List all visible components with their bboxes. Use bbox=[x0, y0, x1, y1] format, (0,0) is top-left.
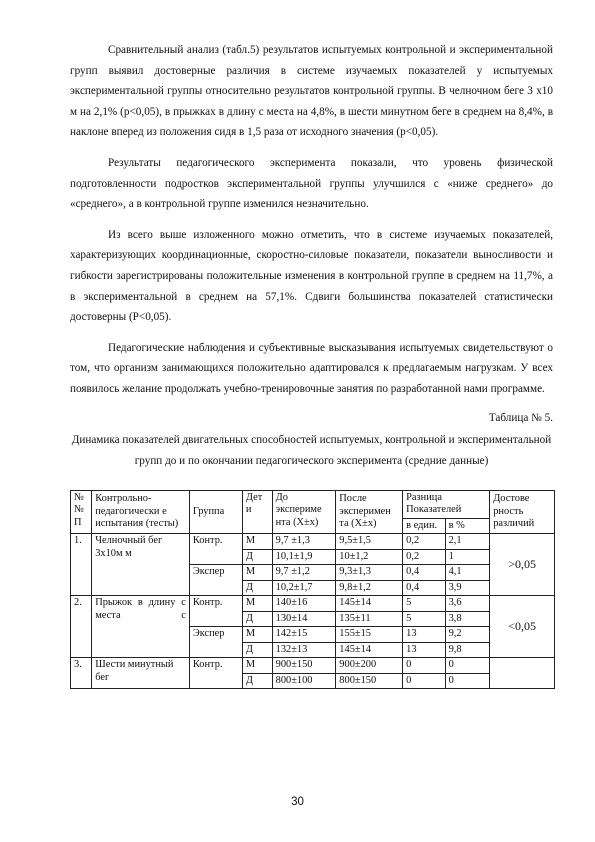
page-number: 30 bbox=[291, 796, 304, 808]
cell-pct: 4,1 bbox=[445, 565, 490, 581]
cell-after: 9,5±1,5 bbox=[336, 534, 403, 550]
header-before: До экспериме нта (Х±х) bbox=[272, 490, 336, 534]
cell-sex: Д bbox=[242, 549, 272, 565]
paragraph-4: Педагогические наблюдения и субъективные высказывания испытуемых свидетельствуют о том, что организм занимающихся положительно адаптировался к предлагаемым нагрузкам. У всех появилось желание продолжать учебно-тренировочные занятия по разработанной нами программе. bbox=[70, 341, 553, 395]
cell-sex: М bbox=[242, 658, 272, 674]
cell-before: 9,7 ±1,3 bbox=[272, 534, 336, 550]
header-after: После эксперимен та (Х±х) bbox=[336, 490, 403, 534]
cell-before: 9,7 ±1,2 bbox=[272, 565, 336, 581]
header-significance: Достове рность различий bbox=[490, 490, 555, 534]
table-title: Динамика показателей двигательных способностей испытуемых, контрольной и экспериментальной групп до и по окончании педагогического эксперимента (средние данные) bbox=[71, 433, 552, 467]
table-header-row bbox=[71, 490, 555, 518]
cell-pct: 9,8 bbox=[445, 642, 490, 658]
table-row bbox=[71, 596, 555, 612]
document-page bbox=[70, 40, 553, 689]
cell-abs: 0 bbox=[403, 658, 445, 674]
cell-sex: Д bbox=[242, 611, 272, 627]
cell-abs: 5 bbox=[403, 611, 445, 627]
cell-abs: 0,2 bbox=[403, 534, 445, 550]
cell-num: 3. bbox=[71, 658, 92, 689]
cell-pct: 3,8 bbox=[445, 611, 490, 627]
cell-sex: М bbox=[242, 596, 272, 612]
header-sex: Дет и bbox=[242, 490, 272, 534]
cell-test: Челночный бег 3х10м м bbox=[92, 534, 190, 596]
cell-num: 1. bbox=[71, 534, 92, 596]
cell-group: Контр. bbox=[189, 658, 242, 689]
cell-abs: 13 bbox=[403, 642, 445, 658]
header-diff-pct: в % bbox=[445, 518, 490, 534]
cell-after: 9,3±1,3 bbox=[336, 565, 403, 581]
table-row bbox=[71, 534, 555, 550]
cell-pct: 2,1 bbox=[445, 534, 490, 550]
cell-num: 2. bbox=[71, 596, 92, 658]
cell-before: 900±150 bbox=[272, 658, 336, 674]
results-table bbox=[70, 490, 555, 690]
cell-sex: Д bbox=[242, 673, 272, 689]
header-group: Группа bbox=[189, 490, 242, 534]
cell-pct: 9,2 bbox=[445, 627, 490, 643]
header-test: Контрольно-педагогически е испытания (тесты) bbox=[92, 490, 190, 534]
cell-before: 10,1±1,9 bbox=[272, 549, 336, 565]
cell-after: 10±1,2 bbox=[336, 549, 403, 565]
cell-abs: 0,4 bbox=[403, 580, 445, 596]
cell-after: 145±14 bbox=[336, 642, 403, 658]
paragraph-2: Результаты педагогического эксперимента показали, что уровень физической подготовленности подростков экспериментальной группы улучшился с «ниже среднего» до «среднего», а в контрольной группе изменился незначительно. bbox=[70, 156, 553, 211]
cell-sex: М bbox=[242, 565, 272, 581]
cell-before: 140±16 bbox=[272, 596, 336, 612]
cell-before: 132±13 bbox=[272, 642, 336, 658]
cell-abs: 0,2 bbox=[403, 549, 445, 565]
cell-pct: 1 bbox=[445, 549, 490, 565]
cell-abs: 13 bbox=[403, 627, 445, 643]
table-label: Таблица № 5. bbox=[488, 411, 553, 424]
cell-before: 142±15 bbox=[272, 627, 336, 643]
cell-test: Шести минутный бег bbox=[92, 658, 190, 689]
cell-after: 9,8±1,2 bbox=[336, 580, 403, 596]
cell-significance: >0,05 bbox=[490, 534, 555, 596]
header-diff-abs: в един. bbox=[403, 518, 445, 534]
cell-pct: 0 bbox=[445, 658, 490, 674]
cell-before: 10,2±1,7 bbox=[272, 580, 336, 596]
header-num: № № П bbox=[71, 490, 92, 534]
cell-sex: М bbox=[242, 627, 272, 643]
cell-after: 800±150 bbox=[336, 673, 403, 689]
cell-pct: 3,9 bbox=[445, 580, 490, 596]
cell-sex: Д bbox=[242, 642, 272, 658]
cell-abs: 5 bbox=[403, 596, 445, 612]
cell-group: Контр. bbox=[189, 534, 242, 565]
paragraph-3: Из всего выше изложенного можно отметить, что в системе изучаемых показателей, характеризующих координационные, скоростно-силовые показатели, показатели выносливости и гибкости зарегистрированы положительные изменения в контрольной группе в среднем на 11,7%, а в экспериментальной в среднем на 57,1%. Сдвиги большинства показателей статистически достоверны (Р<0,05). bbox=[70, 228, 553, 324]
cell-after: 135±11 bbox=[336, 611, 403, 627]
cell-group: Экспер bbox=[189, 565, 242, 596]
cell-test: Прыжок в длину с места с bbox=[92, 596, 190, 658]
cell-sex: Д bbox=[242, 580, 272, 596]
cell-pct: 3,6 bbox=[445, 596, 490, 612]
cell-abs: 0 bbox=[403, 673, 445, 689]
cell-group: Экспер bbox=[189, 627, 242, 658]
header-diff: Разница Показателей bbox=[403, 490, 490, 518]
table-row bbox=[71, 658, 555, 674]
cell-significance bbox=[490, 658, 555, 689]
cell-before: 800±100 bbox=[272, 673, 336, 689]
cell-after: 900±200 bbox=[336, 658, 403, 674]
cell-after: 155±15 bbox=[336, 627, 403, 643]
cell-sex: М bbox=[242, 534, 272, 550]
paragraph-1: Сравнительный анализ (табл.5) результатов испытуемых контрольной и экспериментальной групп выявил достоверные различия в системе изучаемых показателей у испытуемых экспериментальной группы относительно результатов контрольной группы. В челночном беге 3 х10 м на 2,1% (р<0,05), в прыжках в длину с места на 4,8%, в шести минутном беге в среднем на 8,4%, в наклоне вперед из положения сидя в 1,5 раза от исходного значения (р<0,05). bbox=[70, 44, 553, 139]
cell-after: 145±14 bbox=[336, 596, 403, 612]
cell-abs: 0,4 bbox=[403, 565, 445, 581]
cell-pct: 0 bbox=[445, 673, 490, 689]
cell-before: 130±14 bbox=[272, 611, 336, 627]
cell-significance: <0,05 bbox=[490, 596, 555, 658]
cell-group: Контр. bbox=[189, 596, 242, 627]
